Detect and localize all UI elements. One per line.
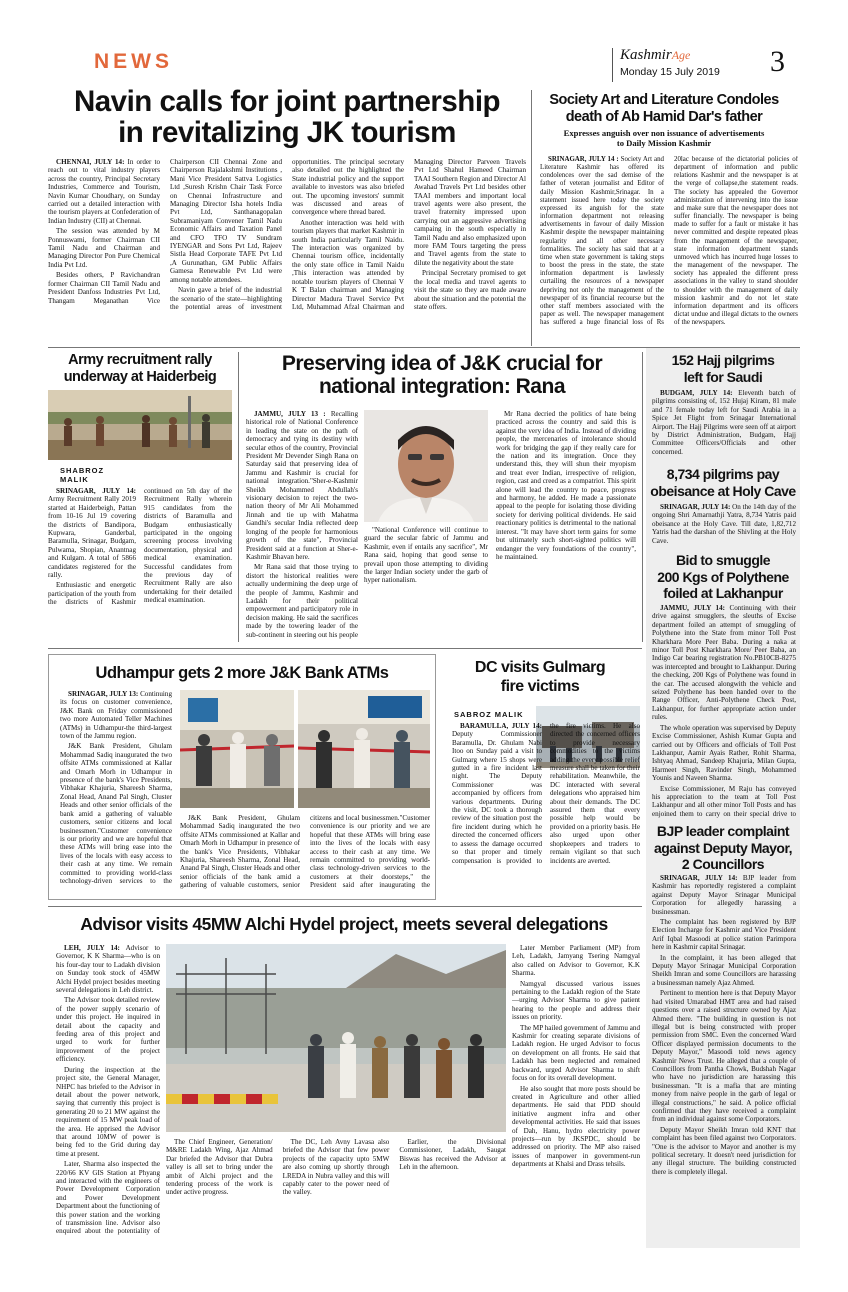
paragraph: Principal Secretary promised to get the local media and travel agents to visit the state so they are made aware about the situation and the potential the state offers. [414,269,526,311]
byline-army-rally [60,466,120,484]
paragraph: Advisor to Governor, K K Sharma—who is on his four-day tour to Ladakh division on Sunday took stock of 45MW Alchi Hydel project besides meeting several delegations in Leh district. [56,944,160,995]
dateline: SRINAGAR, JULY 14 : [548,156,619,163]
dateline: JAMMU, JULY 13 : [254,410,326,418]
paragraph: The MP hailed government of Jammu and Kashmir for creating separate divisions of Ladakh region. He urged Advisor to focus on development on all fronts. He said that Ladakh has been neglected and remained backward, urged Advisor Sharma to shift focus on for its overall development. [512,1023,640,1083]
paragraph: On the 14th day of the ongoing Shri Amarnathji Yatra, 8,734 Yatris paid obeisance at the Holy Cave. Till date, 1,82,712 Yatris had the darshan of the Shivling at the Holy Cave. [652,503,796,545]
headline-line-3: foiled at Lakhanpur [663,585,783,601]
headline-alchi: Advisor visits 45MW Alchi Hydel project, meets several delegations [80,914,608,934]
paragraph: Later, Sharma also inspected the 220/66 KV GIS Station at Phyang and interacted with the engineers of Power Development Corporation and Power Development Department about the functioning of this power station and the working of transmission line. Advisor also enquired about the potentiality of [56,1160,160,1236]
headline-line-1: Bid to smuggle [675,552,771,568]
paragraph: During the inspection at the project site, the General Manager, NHPC has briefed to the Advisor in detail about the power network, saying that currently this project is generating 20 to 21 MW against the requirement of 15 MW peak load of the area. He apprised the Advisor that around 10MW of power is being fed to the Grid during day time at present. [56,1065,160,1158]
article-body-society-art [540,156,798,342]
paragraph: Later Member Parliament (MP) from Leh, Ladakh, Jamyang Tsering Namgyal also called on Advisor to Governor, K.K Sharma. [512,944,640,978]
headline-line-2: death of Ab Hamid Dar's father [565,109,763,125]
paragraph: The session was attended by M Ponnuswami, former Chairman CII Tamil Nadu and Chairman and Managing Director Pon Pure Chemical India Pvt Ltd. [48,227,160,269]
headline-line-2: 200 Kgs of Polythene [657,568,789,585]
article-body-amarnath [652,503,796,549]
headline-line-2: national integration: Rana [318,375,565,398]
subheadline-line-1: Expresses anguish over non issuance of advertisements [563,128,765,138]
dateline: SRINAGAR, JULY 14: [660,503,731,511]
paragraph: The complaint has been registered by BJP Election Incharge for Kashmir and Vice President Arif Iqbal Masoodi at police station Parimpora here in Kashmir capital Srinagar. [652,918,796,952]
article-body-rana-col2 [364,526,488,642]
column-divider [531,90,532,346]
headline-jk-tourism [48,86,526,148]
article-body-army-rally [48,487,232,639]
headline-line-1: 152 Hajj pilgrims [671,352,775,368]
paragraph: In the complaint, it has been alleged that Deputy Mayor Srinagar Municipal Corporation Sheikh Imran and some Councillors are harassing a businessman namely Ajaz Ahmed. [652,953,796,987]
paragraph: Besides others, P Ravichandran former Chairman CII Tamil Nadu and President Danfoss Industries Pvt Ltd, Thangam Meganathan Vice Chairperson CII Chennai Zone and Chairperson Rajalakshmi Institutions , Mani Vice President Sattva Logistics Ltd ,Suresh Krishn Chair Task Force on Chennai Infrastructure and Managing Director Isha hotels India Pvt Ltd, Santhanagopalan Subramaniyam Convener Tamil Nadu Economic Affairs and Taxation Panel and CFO TFO TV Sundram IYENGAR and Sons Pvt Ltd, Rajeev Sistla Head Corporate TAFE Pvt Ltd ,A Gurunathan, GM Public Affairs Gamesa Renewable Pvt Ltd were among notable attendees. [48,158,282,305]
headline-line-1: Army recruitment rally [68,352,212,368]
paper-logo [620,47,690,64]
byline-gulmarg: SABROZ MALIK [454,710,524,719]
column-divider [642,352,643,642]
headline-line-2: against Deputy Mayor, [653,839,793,856]
paragraph: In order to reach out to vital industry players across the country, Principal Secretary Industries, Commerce and Tourism, Navin Kumar Choudhary, on Sunday carried out a detailed interaction with the tourism players at Confederation of Indian Industry (CII) at Chennai. [48,158,160,225]
headline-society-art [536,92,792,126]
paragraph: The Advisor took detailed review of the power supply scenario of under this project. He inquired in detail about the capacity and feeding area of this project and urged to work for further improvement of the project efficiency. [56,996,160,1064]
paragraph-continued: J&K Bank President, Ghulam Mohammad Sadiq inaugurated the two offsite ATMs commissioned at Kallar and Omarh Morh in Udhampur in presence of the bank's Vice Presidents, Vibhakar Khajuria, Shareesh Sharma, Zonal Head, Anand Pal Singh, Cluster Heads and other senior officials of the bank amid a gathering of valuable customers, senior citizens and local businessmen."Customer convenience is our priority and we are hopeful that these ATMs will bring ease into the lives of the locals with easy access to their cash at any time. We remain committed to providing world-class technology-driven services to the customers at their doorsteps," the President said after inaugurating the [180,814,430,890]
headline-hajj [648,352,798,385]
headline-udhampur: Udhampur gets 2 more J&K Bank ATMs [95,664,389,682]
dateline: LEH, JULY 14: [64,944,120,952]
paragraph: He also sought that more posts should be created in Agriculture and other allied departments. He said that PDD should initiative augment infra and other developmental activities. He said that issues of Dah, Hanu, hydro electricity power projects—run by JKSPDC, should be addressed on priority. The MP also raised issues of manpower in government-run departments at Khalsi and Drass tehsils. [512,1084,640,1169]
headline-line-1: BJP leader complaint [656,823,790,839]
dateline: SRINAGAR, JULY 14: [660,874,738,882]
dateline: SRINAGAR, JULY 13: [68,690,139,698]
rana-portrait-photo [364,410,488,522]
headline-line-1: DC visits Gulmarg [474,659,606,676]
issue-date: Monday 15 July 2019 [620,66,720,78]
headline-line-3: 2 Councillors [681,856,765,872]
headline-bjp [648,823,798,873]
article-body-polythene [652,604,796,820]
subheadline-line-2: to Daily Mission Kashmir [616,138,712,148]
subheadline-society-art [536,128,792,148]
headline-line-2: fire victims [500,678,580,695]
article-body-rana-col3 [496,410,636,642]
paper-name-part2: Age [671,48,691,62]
paragraph: Continuing with their drive against smugglers, the sleuths of Excise department foiled an attempt of smuggling of Polythene into the State from minor Toll Post Kharkhara More Peer Baba. During a naka at minor Toll Post Kharkhara More/ Peer Baba, an Indigo Car bearing registration No.PB10CB-8275 was intercepted and brought to Lakhanpur. During the checking, 200 Kgs of Polythene was found in the car. The accused alongwith the vehicle and seized Polythene has been handed over to the Range Officer, Anti-Polythene Check Post, Lakhanpur, for further appropriate action under rules. [652,604,796,722]
paragraph: J&K Bank President, Ghulam Mohammad Sadiq inaugurated the two offsite ATMs commissioned at Kallar and Omarh Morh in Udhampur in presence of the bank's Vice Presidents, Vibhakar Khajuria, Shareesh Sharma, Zonal Head, Anand Pal Singh, Cluster Heads and other senior officials of the bank amid a gathering of valuable customers, senior citizens and local businessmen."Customer convenience is our priority and we are hopeful that these ATMs will bring ease into the lives of the locals with easy access to their cash at any time. We remain committed to providing world-class technology-driven services to the [60,742,172,885]
byline-line-2: MALIK [60,475,89,484]
article-body-alchi-col1 [56,944,160,1242]
paragraph: Eleventh batch of pilgrims consisting of, 152 Hujaj Kiram, 81 male and 71 female today left for Saudi Arabia in a Spice Jet Flight from Srinagar International Airport. The Hajj Pilgrims were seen off at airport by District Administration, Budgam, Hajj Committee Officers/Officials and other concerned. [652,389,796,456]
paragraph: Enthusiastic and energetic participation of the youth from the districts of Kashmir continued on 5th day of the Recruitment Rally wherein 915 candidates from the districts of Baramulla and Budgam enthusiastically participated in the ongoing screening process involving documentation, physical and medical examination. Successful candidates from the previous day of Recruitment Rally are also undertaking for their detailed medical examination. [48,487,232,607]
headline-line-1: Navin calls for joint partnership [73,85,501,118]
paragraph: Navin gave a brief of the industrial the scenario of the state—highlighting the potential areas of investment opportunities. The principal secretary also detailed out the highlighted the State industrial policy and the support available to investors was also briefed out. The upcoming investors' summit was discussed and areas of convergence where thread bared. [170,158,404,311]
article-body-hajj [652,389,796,461]
paragraph: Mr Rana decried the politics of hate being practiced across the country and said this is against the very idea of India. Instead of dividing people, the mercenaries of intolerance should work for bridging the gap if they really care for the nation and its integration. Once they understand this, they will shun their myopism and treat ever Indian, irrespective of religion, region, cast and creed as a compatriot. This spirit alone will lead the country to peace, progress and harmony, he added. He made a passionate appeal to the people for isolating those dividing society for deriving political dividends. He said reactionary politics is detrimental to the national interest. "It may have short term gains for some but ultimately such short-sighted politics will endanger the very foundations of the country", he maintained. [496,410,636,561]
headline-line-1: Society Art and Literature Condoles [549,92,779,108]
article-body-rana-col1 [246,410,358,642]
page-number: 3 [770,45,785,78]
army-rally-photo [48,390,232,460]
paragraph: The Chief Engineer, Generation/ M&RE Ladakh Wing, Ajaz Ahmad Dar briefed the Advisor that Dubra valley is all set to bring under the ambit of Alchi project and the tendering process of the work is under active progress. [166,1138,273,1197]
paragraph: Another interaction was held with tourism players that market Kashmir in south India particularly Tamil Naidu. The interaction was organized by Chennai tourism office, incidentally the only state office in Tamil Naidu ,This interaction was attended by notable tourism players of Chennai V K T Balan chairman and Managing Director Madura Travel Service Pvt Ltd, Muhammad Afzal Chairman and Managing Director Parveen Travels Pvt Ltd Shahul Hameed Chairman TAAI Southern Region and Director Al Awahad Travels Pvt Ltd besides other TAAI members and important local travel agents were also present, the travel fraternity impressed upon carrying out an aggressive advertising campaing in the south especially in Tamil Nadu and also emphasized upon more FAM Tours targeting the press and Travel agents from the state to dilute the negativity about the state [292,158,526,311]
paragraph: Namgyal discussed various issues pertaining to the Ladakh region of the State—urging Advisor Sharma to give patient hearing to the people and address their issues on priority. [512,979,640,1022]
headline-line-1: 8,734 pilgrims pay [666,466,780,482]
headline-line-2: underway at Haiderbeig [63,369,217,385]
paragraph: Army Recruitment Rally 2019 started at Haiderbeigh, Pattan from 10-16 Jul 19 covering the districts of Bandipora, Kupwara, Ganderbal, Baramulla, Srinagar, Budgam, Pulwama, Shopian, Anantnag and Kulgam. A total of 5866 candidates registered for the rally. [48,495,136,580]
article-body-gulmarg [452,722,640,900]
headline-line-2: obeisance at Holy Cave [650,482,796,499]
paragraph: Deputy Commissioner Baramulla, Dr. Ghulam Nabi Itoo on Sunday paid a visit to Gulmarg where 15 shops were gutted in a fire incident last night. The Deputy Commissioner was accompanied by officers from various departments. During the visit, DC took a thorough review of the situation post the fire incident during which he directed the concerned officers to assess the damage occurred so that proper and timely compensation is provided to the fire victims. He also directed the concerned officers to provide necessary commodities to the victims adding the every possible relief measure shall be taken for their rehabilitation. Meanwhile, the DC interacted with several delegations who appraised him about their demands. The DC assured them that every possible help would be provided on a priority basis. He also urged upon other shopkeepers and traders to remain vigilant so that such incidents are averted. [452,722,640,865]
paper-name-part1: Kashmir [620,47,672,63]
article-body-udhampur-col2 [180,814,430,894]
dateline: CHENNAI, JULY 14: [56,158,125,166]
headline-army-rally [48,352,232,386]
paragraph: Deputy Mayor Sheikh Imran told KNT that complaint has been filed against two Corporators. "One is the advisor to Mayor and another is my political secretary. It doesn't need jurisdiction for any illegal structure. The building constructed there is completely illegal. [652,1125,796,1176]
paragraph: "National Conference will continue to guard the secular fabric of Jammu and Kashmir, even if entails any sacrifice", Mr Rana said, hoping that good sense to prevail upon those attempting to dividing the larger Indian society under the garb of hyper nationalism. [364,526,488,585]
paragraph: Society Art and Literature Kashmir has offered its condolences over the sad demise of the father of veteran journalist and Editor of daily Mission Kashmir,Srinagar. In a statement issued here today the society expressed its anguish for the state information department not releasing advertisements in favour of daily Mission Kashmir despite the newspaper maintaining regularity and all other necessary formalities. The society has said that at a time when state government is taking steps to boost the press in the state, the state information department is lawlessly curtailing the resources of a newspaper depriving not only the management of the newspaper of its financial recourse but the other staff members associated with the paper as well. The newspaper management has suffered a huge financial loss of Rs 20lac because of the dictatorial policies of department of information and public relations Kashmir and the newspaper is at the verge of collapse,the statement reads. The society has appealed the Governor administration of intervening into the issue and make sure that the newspaper does not suffer financially. The newspaper is being made to suffer for a fault or mistake it has never committed and despite repeated pleas from the management of the newspaper, state information department stands unmoved which has incurred huge losses to the management of the newspaper. The society has appealed the different press associations in the valley to stand shoulder to shoulder with the management of daily mission kashmir and do not let state information department and its officers dictat undue and illegal dictats to the owners of the newspapers. [540,156,798,327]
headline-line-2: in revitalizing JK tourism [118,116,456,149]
headline-line-1: Preserving idea of J&K crucial for [281,352,603,375]
article-body-bjp [652,874,796,1246]
paragraph: Earlier, the Divisional Commissioner, Ladakh, Saugat Biswas has received the Advisor at Leh in the afternoon. [399,1138,506,1172]
paragraph: Excise Commissioner, M Raju has conveyed his appreciation to the team at Toll Post Lakhanpur and all other minor Toll Posts and has enjoined them to carry on their special drive to [652,784,796,818]
article-body-alchi-col2 [166,1138,506,1242]
paragraph: Continuing its focus on customer convenience, J&K Bank on Friday commissioned two more Automated Teller Machines (ATMs) in Udhampur-the third-largest town of the Jammu region. [60,690,172,741]
section-rule [48,648,642,649]
udhampur-atm-photo-1 [180,690,294,808]
dateline: SRINAGAR, JULY 14: [56,487,136,495]
dateline: BARAMULLA, JULY 14: [460,722,542,730]
byline-line-1: SHABROZ [60,466,105,475]
section-rule [48,906,642,907]
paragraph: Mr Rana said that those trying to distort the historical realities were actually undermining the deep urge of the people of Jammu, Kashmir and Ladakh for their political empowerment and participatory role in decision making. He said the sacrifices made by the towering leader of the sub-continent in steering out his people [246,563,358,639]
column-divider [238,352,239,642]
article-body-alchi-col3 [512,944,640,1242]
paragraph: Pertinent to mention here is that Deputy Mayor had visited Umarabad HMT area and had raised questions over a raised structure owned by Ajaz Ahmed there. "The building in question is not illegal but is being constructed with proper permission from SMC. Even the concerned Ward Officer displayed permission documents to the Deputy Mayor," Masoodi told news agency Kashmir News Trust. He alleged that a couple of Councillors from Pantha Chowk, Budshah Nagar who have no jurisdiction are harassing this businessman. "It is a mafia that are minting money from naive people in the garb of legal or illegal constructions," he said. A police official confirmed that they have received a complaint from an individual against some Corporators. [652,989,796,1124]
headline-gulmarg [442,658,638,696]
dateline: JAMMU, JULY 14: [660,604,725,612]
headline-polythene [648,552,798,602]
dateline: BUDGAM, JULY 14: [660,389,733,397]
paragraph: The DC, Leh Avny Lavasa also briefed the Advisor that few power projects of the capacity upto 5MW are also coming up shortly through LREDA in Nubra valley and this will capably cater to the power need of the valley. [282,1138,390,1197]
paragraph: The whole operation was supervised by Deputy Excise Commissioner, Ashish Kumar Gupta and carried out by Officers and officials of Toll Post Lakhanpur, Aamir Ayais Rather, Rohit Sharma, Ishtyaq Ahmad, Sandeep Khajuria, Milan Gupta, Harmeet Singh, Ravinder Singh, Mohammed Younis and Naveen Sharma. [652,723,796,783]
paragraph: Recalling historical role of National Conference in leading the state on the path of democracy and tying its destiny with secular ethos of the country, Provincial President Mr Devender Singh Rana on Saturday said that preserving idea of Jammu and Kashmir is crucial for national integration."Sher-e-Kashmir Sheikh Mohammed Abdullah's visionary decision to reject the two-nation theory of Mr Ali Mohammed Jinnah and tie up with Mahatma Gandhi's secular India reflected deep longing of the people for harmonious growth of the state", Provincial President said at a function at Sher-e-Kashmir Bhavan here. [246,410,358,561]
udhampur-atm-photo-2 [298,690,430,808]
paragraph: BJP leader from Kashmir has reportedly registered a complaint against Deputy Mayor Srinagar Municipal Corporation for allegedly harassing a businessman. [652,874,796,916]
headline-rana [244,352,640,398]
masthead-divider [612,48,613,82]
headline-line-2: left for Saudi [683,368,763,385]
article-body-udhampur-col1 [60,690,172,892]
headline-amarnath [648,466,798,499]
alchi-hydel-photo [166,944,506,1132]
section-label: NEWS [94,50,173,73]
article-body-jk-tourism [48,158,526,343]
